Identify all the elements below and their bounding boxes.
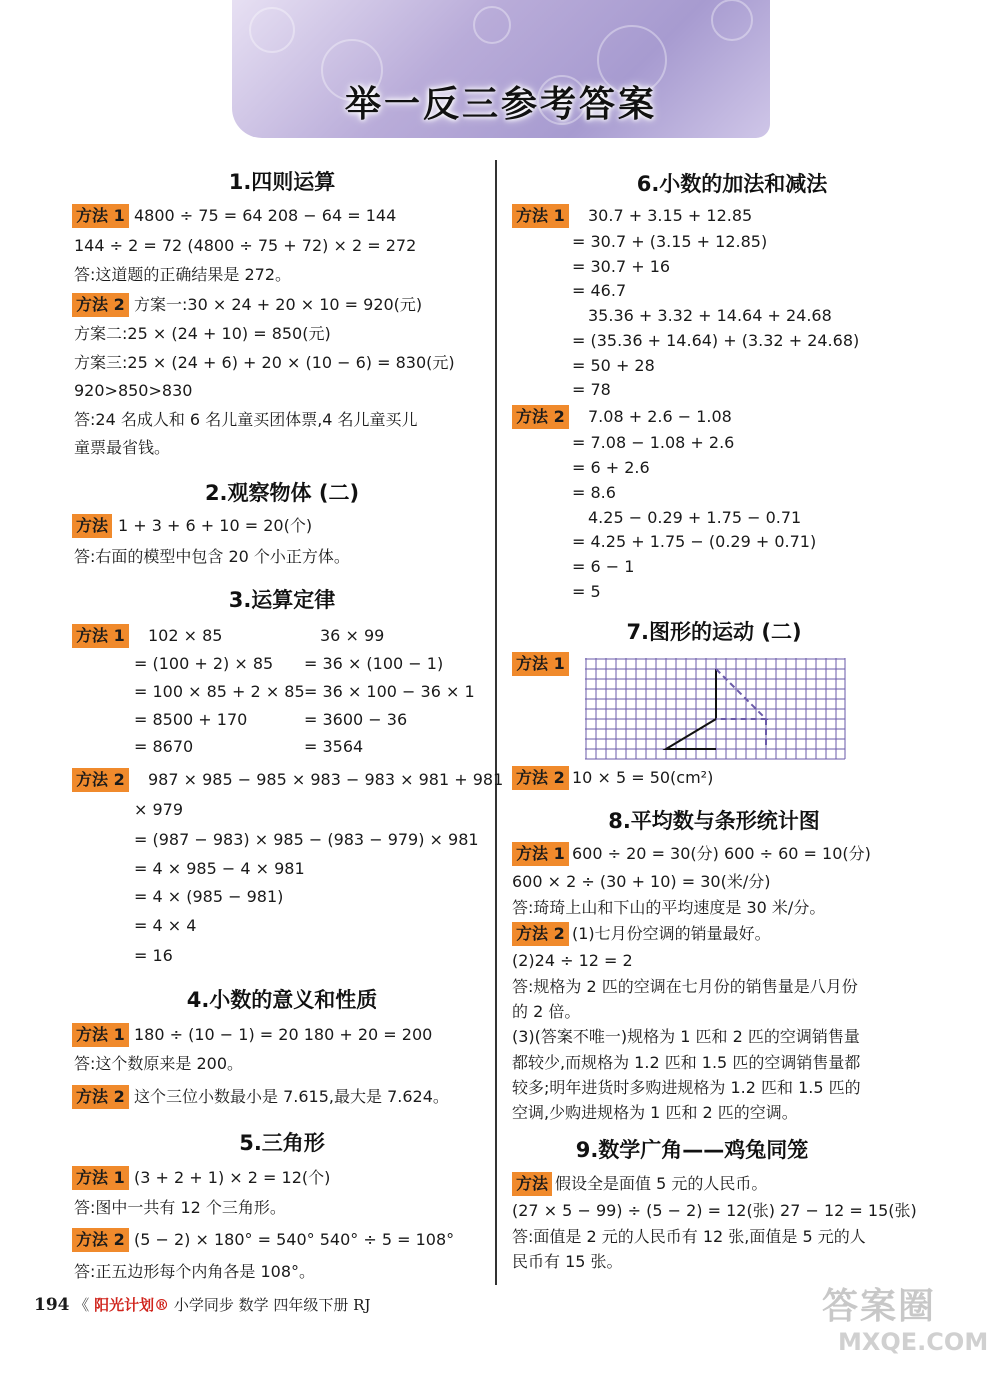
method-tag: 方法 1 [512, 842, 569, 866]
answer-line: = 4 × 985 − 4 × 981 [134, 859, 305, 878]
answer-line: 答:面值是 2 元的人民币有 12 张,面值是 5 元的人 [512, 1227, 866, 1246]
answer-line: 35.36 + 3.32 + 14.64 + 24.68 [588, 306, 832, 325]
answer-line: = 3600 − 36 [304, 710, 408, 729]
answer-line: 的 2 倍。 [512, 1002, 581, 1021]
method-tag: 方法 1 [72, 204, 129, 228]
answer-line: 这个三位小数最小是 7.615,最大是 7.624。 [134, 1087, 449, 1106]
section-title: 4.小数的意义和性质 [186, 988, 378, 1012]
answer-line: 答:这个数原来是 200。 [74, 1054, 244, 1073]
section-title: 9.数学广角——鸡兔同笼 [575, 1138, 809, 1162]
answer-line: (1)七月份空调的销量最好。 [572, 924, 771, 943]
answer-line: = 36 × (100 − 1) [304, 654, 444, 673]
answer-line: = (35.36 + 14.64) + (3.32 + 24.68) [572, 331, 860, 350]
answer-line: 1 + 3 + 6 + 10 = 20(个) [118, 516, 313, 535]
method-tag: 方法 2 [72, 1228, 129, 1252]
answer-line: 答:规格为 2 匹的空调在七月份的销售量是八月份 [512, 977, 858, 996]
header-banner [232, 0, 770, 138]
answer-line: = 3564 [304, 737, 364, 756]
answer-line: 答:正五边形每个内角各是 108°。 [74, 1262, 316, 1281]
page-number: 194 [34, 1295, 70, 1315]
method-tag: 方法 1 [512, 652, 569, 676]
answer-line: 600 ÷ 20 = 30(分) 600 ÷ 60 = 10(分) [572, 844, 871, 863]
answer-line: (27 × 5 − 99) ÷ (5 − 2) = 12(张) 27 − 12 = 15(张) [512, 1201, 917, 1220]
section-title: 3.运算定律 [228, 588, 336, 612]
answer-line: 987 × 985 − 985 × 983 − 983 × 981 + 981 [148, 770, 504, 789]
answer-line: 10 × 5 = 50(cm²) [572, 768, 714, 787]
answer-line: 4.25 − 0.29 + 1.75 − 0.71 [588, 508, 802, 527]
answer-line: 都较少,而规格为 1.2 匹和 1.5 匹的空调销售量都 [512, 1053, 861, 1072]
answer-line: 较多;明年进货时多购进规格为 1.2 匹和 1.5 匹的 [512, 1078, 861, 1097]
answer-line: 答:右面的模型中包含 20 个小正方体。 [74, 547, 350, 566]
answer-line: (2)24 ÷ 12 = 2 [512, 951, 633, 970]
answer-line: = 100 × 85 + 2 × 85 [134, 682, 305, 701]
answer-line: (3 + 2 + 1) × 2 = 12(个) [134, 1168, 331, 1187]
answer-line: = 8500 + 170 [134, 710, 248, 729]
column-divider [495, 160, 497, 1285]
answer-line: 920>850>830 [74, 381, 193, 400]
method-tag: 方法 2 [72, 293, 129, 317]
answer-line: 答:琦琦上山和下山的平均速度是 30 米/分。 [512, 898, 826, 917]
method-tag: 方法 1 [72, 1166, 129, 1190]
watermark-url: MXQE.COM [838, 1328, 989, 1356]
answer-line: = 50 + 28 [572, 356, 655, 375]
answer-line: = 8670 [134, 737, 194, 756]
answer-line: (5 − 2) × 180° = 540° 540° ÷ 5 = 108° [134, 1230, 455, 1249]
method-tag: 方法 2 [512, 922, 569, 946]
answer-line: = 46.7 [572, 281, 627, 300]
answer-line: = 6 + 2.6 [572, 458, 650, 477]
section-title: 1.四则运算 [228, 170, 336, 194]
answer-line: = 16 [134, 946, 173, 965]
answer-line: = 78 [572, 380, 611, 399]
answer-line: 102 × 85 [148, 626, 223, 645]
answer-line: 7.08 + 2.6 − 1.08 [588, 407, 732, 426]
answer-line: = 7.08 − 1.08 + 2.6 [572, 433, 735, 452]
answer-line: 方案二:25 × (24 + 10) = 850(元) [74, 324, 331, 343]
method-tag: 方法 2 [72, 768, 129, 792]
method-tag: 方法 1 [72, 624, 129, 648]
page-footer [34, 1294, 371, 1315]
section-title: 7.图形的运动 (二) [626, 620, 802, 644]
method-tag: 方法 2 [72, 1085, 129, 1109]
answer-line: (3)(答案不唯一)规格为 1 匹和 2 匹的空调销售量 [512, 1027, 860, 1046]
answer-line: = 5 [572, 582, 601, 601]
answer-line: = (100 + 2) × 85 [134, 654, 274, 673]
answer-line: = 30.7 + 16 [572, 257, 671, 276]
method-tag: 方法 1 [72, 1023, 129, 1047]
brand-name: 阳光计划® [94, 1296, 170, 1314]
answer-line: 600 × 2 ÷ (30 + 10) = 30(米/分) [512, 872, 771, 891]
grid-figure [585, 658, 847, 760]
answer-line: 30.7 + 3.15 + 12.85 [588, 206, 753, 225]
method-tag: 方法 2 [512, 405, 569, 429]
answer-line: 答:图中一共有 12 个三角形。 [74, 1198, 286, 1217]
answer-line: = 8.6 [572, 483, 616, 502]
answer-line: 180 ÷ (10 − 1) = 20 180 + 20 = 200 [134, 1025, 433, 1044]
answer-line: × 979 [134, 800, 184, 819]
method-tag: 方法 1 [512, 204, 569, 228]
section-title: 2.观察物体 (二) [204, 481, 360, 505]
footer-arrow: 《 [74, 1296, 90, 1314]
answer-line: 民币有 15 张。 [512, 1252, 623, 1271]
method-tag: 方法 2 [512, 766, 569, 790]
answer-line: 36 × 99 [320, 626, 385, 645]
section-title: 8.平均数与条形统计图 [608, 809, 820, 833]
book-info: 小学同步 数学 四年级下册 RJ [173, 1296, 371, 1314]
answer-line: 答:24 名成人和 6 名儿童买团体票,4 名儿童买儿 [74, 410, 418, 429]
answer-line: 144 ÷ 2 = 72 (4800 ÷ 75 + 72) × 2 = 272 [74, 236, 417, 255]
page-title: 举一反三参考答案 [344, 84, 657, 125]
answer-line: 空调,少购进规格为 1 匹和 2 匹的空调。 [512, 1103, 798, 1122]
answer-line: = 30.7 + (3.15 + 12.85) [572, 232, 768, 251]
answer-line: = 6 − 1 [572, 557, 635, 576]
answer-line: = 4.25 + 1.75 − (0.29 + 0.71) [572, 532, 817, 551]
watermark-logo: 答案圈 [822, 1286, 937, 1327]
section-title: 5.三角形 [239, 1131, 325, 1155]
answer-line: 方案一:30 × 24 + 20 × 10 = 920(元) [134, 295, 423, 314]
answer-line: = 4 × (985 − 981) [134, 887, 284, 906]
answer-line: 4800 ÷ 75 = 64 208 − 64 = 144 [134, 206, 397, 225]
answer-line: = 4 × 4 [134, 916, 197, 935]
answer-line: = (987 − 983) × 985 − (983 − 979) × 981 [134, 830, 479, 849]
method-tag: 方法 [72, 514, 112, 538]
section-title: 6.小数的加法和减法 [636, 172, 828, 196]
answer-line: 方案三:25 × (24 + 6) + 20 × (10 − 6) = 830(元) [74, 353, 455, 372]
answer-line: 假设全是面值 5 元的人民币。 [555, 1174, 768, 1193]
method-tag: 方法 [512, 1172, 552, 1196]
answer-line: 童票最省钱。 [74, 438, 171, 457]
answer-line: = 36 × 100 − 36 × 1 [304, 682, 475, 701]
answer-line: 答:这道题的正确结果是 272。 [74, 265, 292, 284]
